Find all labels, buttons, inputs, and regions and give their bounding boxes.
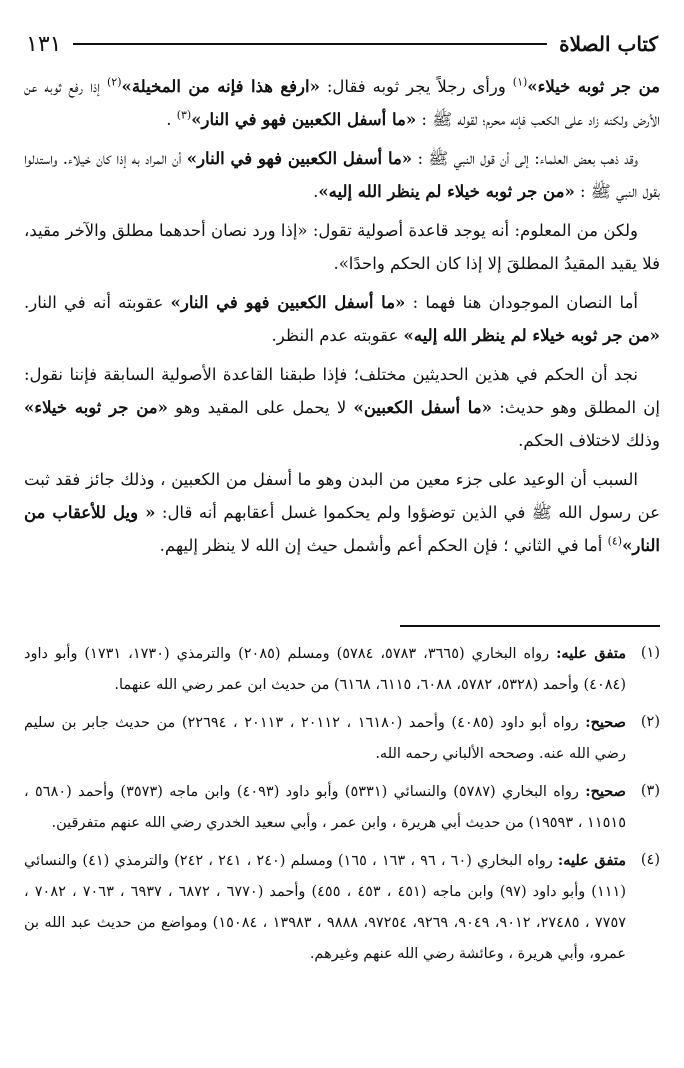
page-number: ١٣١ xyxy=(26,31,62,57)
text-run: رواه البخاري (٦٠ ، ٩٦ ، ١٦٣ ، ١٦٥) ومسلم (٢٤٠ ، ٢٤١ ، ٢٤٢) والترمذي (٤١) والنسائي (١١١) وأبو داود (٩٧) وابن ماجه (٤٥١ ، ٤٥٣ ، ٤٥٥) وأحمد (٦٧٧٠ ، ٦٨٧٢ ، ٦٩٣٧ ، ٧٠٦٣ ، ٧٠٨٢ ، ٧٧٥٧ ، ٢٧٤٨٥، ٩٠١٢، ٩٠٤٩، ٩٢٦٩، ٩٧٢٥٤، ٩٨٨٨ ، ١٣٩٨٣ ، ١٥٠٨٤) ومواضع من حديث عبد الله بن عمرو، وأبي هريرة ، وعائشة رضي الله عنهم وغيرهم. xyxy=(24,853,627,962)
main-text xyxy=(24,70,660,568)
footnote xyxy=(24,776,660,839)
emphasized-text: صحيح: xyxy=(585,714,626,731)
emphasized-text: «ما أسفل الكعبين فهو في النار» xyxy=(186,149,413,168)
text-run: أما في الثاني ؛ فإن الحكم أعم وأشمل حيث إن الله لا ينظر إليهم. xyxy=(159,536,608,555)
text-run: إذا رفع ثوبه عن الأرض ولكنه زاد على الكعب فإنه محرم؛ لقوله ﷺ : xyxy=(24,77,660,129)
emphasized-text: «ما أسفل الكعبين فهو في النار» xyxy=(170,293,406,312)
paragraph xyxy=(24,70,660,136)
chapter-title: كتاب الصلاة xyxy=(559,32,658,56)
emphasized-text: متفق عليه: xyxy=(556,645,626,662)
paragraph xyxy=(24,142,660,208)
paragraph xyxy=(24,358,660,457)
footnote-text xyxy=(24,776,626,839)
emphasized-text: متفق عليه: xyxy=(557,852,626,869)
text-run: رواه أبو داود (٤٠٨٥) وأحمد (١٦١٨٠ ، ٢٠١١٢ ، ٢٠١١٣ ، ٢٢٦٩٤) من حديث جابر بن سليم رضي الله عنه. وصححه الألباني رحمه الله. xyxy=(24,715,626,762)
footnote-ref: (٣) xyxy=(176,108,192,122)
emphasized-text: «ارفع هذا فإنه من المخيلة» xyxy=(121,77,320,96)
text-run: رواه البخاري (٥٧٨٧) والنسائي (٥٣٣١) وأبو داود (٤٠٩٣) وابن ماجه (٣٥٧٣) وأحمد (٥٦٨٠ ، ١١٥١٥ ، ١٩٥٩٣) من حديث أبي هريرة ، وابن عمر ، وأبي سعيد الخدري رضي الله عنهم متفرقين. xyxy=(24,784,626,831)
text-run: السبب أن الوعيد على جزء معين من البدن وهو ما أسفل من الكعبين ، وذلك جائز فقد ثبت عن رسول الله ﷺ في الذين توضؤوا ولم يحكموا غسل أعقابهم أنه قال: xyxy=(24,470,660,522)
emphasized-text: «ما أسفل الكعبين فهو في النار» xyxy=(191,110,417,129)
footnote-ref: (١) xyxy=(512,75,528,89)
text-run: ورأى رجلاً يجر ثوبه فقال: xyxy=(319,77,513,96)
emphasized-text: «ما أسفل الكعبين» xyxy=(353,398,492,417)
paragraph xyxy=(24,286,660,352)
text-run: نجد أن الحكم في هذين الحديثين مختلف؛ فإذا طبقنا القاعدة الأصولية السابقة فإننا نقول: إن المطلق وهو حديث: xyxy=(24,365,660,417)
text-run: لا يحمل على المقيد وهو xyxy=(167,398,354,417)
footnote-text xyxy=(24,638,626,701)
footnote xyxy=(24,707,660,770)
footnote-ref: (٤) xyxy=(607,534,623,548)
text-run: رواه البخاري (٣٦٦٥، ٥٧٨٣، ٥٧٨٤) ومسلم (٢٠٨٥) والترمذي (١٧٣٠، ١٧٣١) وأبو داود (٤٠٨٤) وأحمد (٥٣٢٨، ٥٧٨٢، ٦٠٨٨، ٦١١٥، ٦١٦٨) من حديث ابن عمر رضي الله عنهما. xyxy=(24,646,626,693)
page-header xyxy=(26,24,658,64)
text-run: أن المراد به إذا كان خيلاء. واستدلوا بقول النبي ﷺ : xyxy=(24,149,660,201)
footnote-text xyxy=(24,845,626,970)
emphasized-text: «من جر ثوبه خيلاء» xyxy=(24,398,168,417)
footnote-number: (٣) xyxy=(640,783,660,799)
footnote-number: (٢) xyxy=(640,714,660,730)
footnote xyxy=(24,638,660,701)
text-run: أما النصان الموجودان هنا فهما : xyxy=(405,293,638,312)
text-run: ولكن من المعلوم: أنه يوجد قاعدة أصولية تقول: «إذا ورد نصان أحدهما مطلق والآخر مقيد، فلا يقيد المقيدُ المطلقَ إلا إذا كان الحكم واحدًا». xyxy=(24,221,660,273)
text-run: وذلك لاختلاف الحكم. xyxy=(518,431,660,450)
text-run: . xyxy=(166,110,177,129)
emphasized-text: «من جر ثوبه خيلاء لم ينظر الله إليه» xyxy=(403,326,660,345)
emphasized-text: صحيح: xyxy=(585,783,626,800)
text-run: عقوبته أنه في النار. xyxy=(24,293,171,312)
footnote xyxy=(24,845,660,970)
footnote-ref: (٢) xyxy=(106,75,122,89)
emphasized-text: «من جر ثوبه خيلاء لم ينظر الله إليه» xyxy=(318,182,575,201)
paragraph xyxy=(24,214,660,280)
text-run: وقد ذهب بعض العلماء: إلى أن قول النبي ﷺ : xyxy=(412,149,638,168)
emphasized-text: « ويل للأعقاب من النار» xyxy=(24,503,660,555)
footnotes xyxy=(24,638,660,976)
emphasized-text: من جر ثوبه خيلاء» xyxy=(527,77,660,96)
footnote-number: (١) xyxy=(640,645,660,661)
header-rule xyxy=(73,43,547,45)
footnote-number: (٤) xyxy=(640,852,660,868)
footnote-separator xyxy=(400,625,660,627)
footnote-text xyxy=(24,707,626,770)
text-run: عقوبته عدم النظر. xyxy=(271,326,404,345)
paragraph xyxy=(24,463,660,562)
text-run: . xyxy=(313,182,319,201)
